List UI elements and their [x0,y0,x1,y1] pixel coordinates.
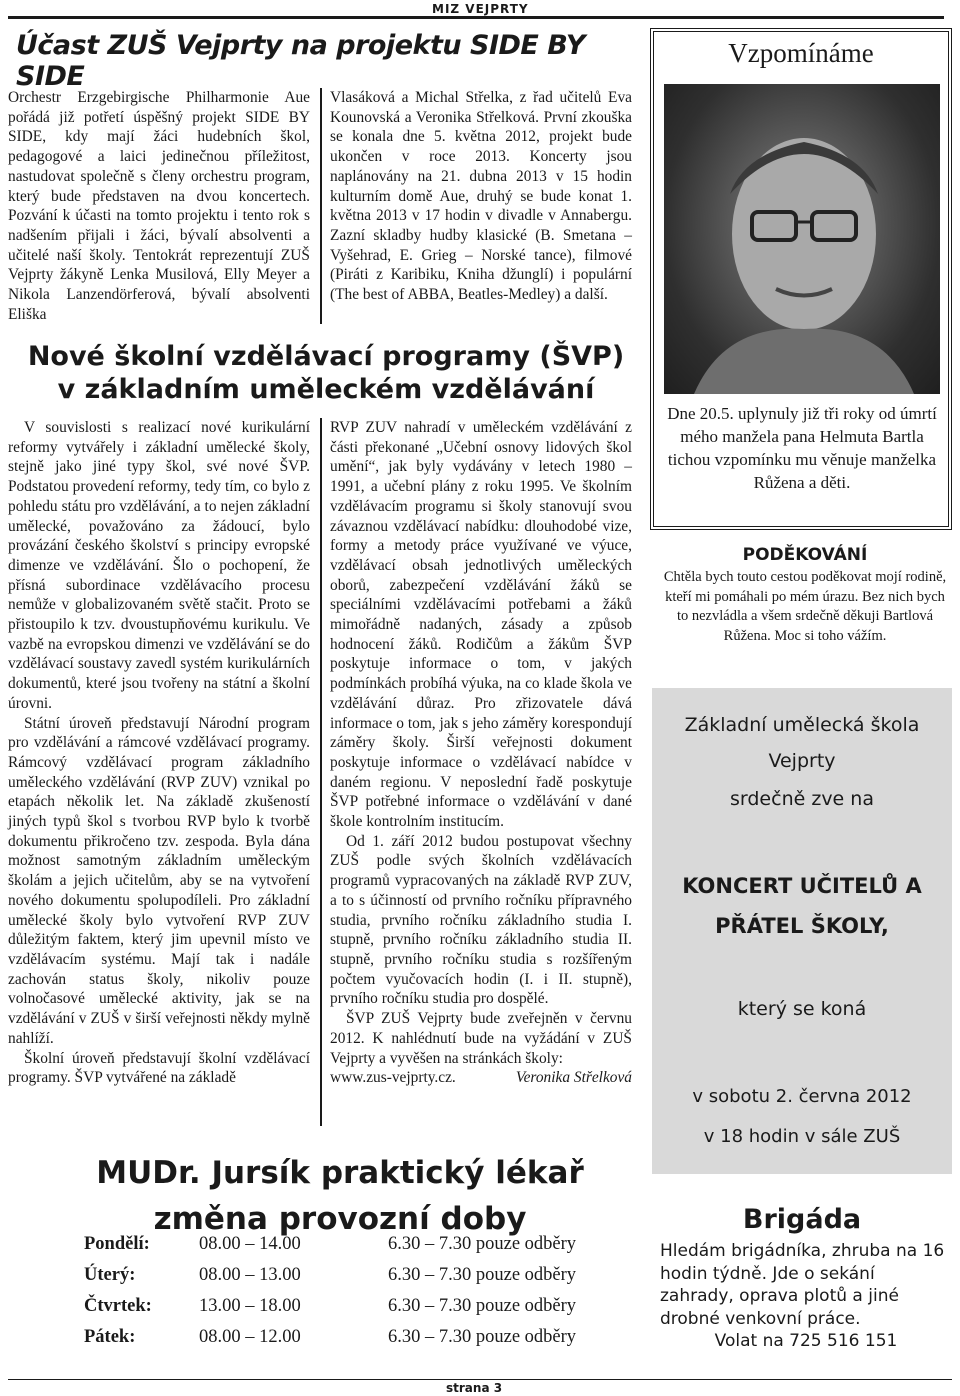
section-header: MIZ VEJPRTY [432,2,529,16]
hours-extra: 6.30 – 7.30 pouze odběry [388,1327,577,1347]
hours-day: Pátek: [84,1327,136,1347]
article2-signature [330,1068,632,1088]
hours-time: 08.00 – 12.00 [199,1327,301,1347]
article2-right-p3: ŠVP ZUŠ Vejprty bude zveřejněn v červnu 2012. K nahlédnutí bude na vyžádání v ZUŠ Vejprty a vyvěšen na stránkách školy: [330,1010,632,1067]
article2-right-p1: RVP ZUV nahradí v uměleckém vzdělávání z části překonané „Učební osnovy lidových škol umění“, jak byly vydávány v letech 1980 – 1991, a učební plány z roku 1995. Ve školním vzdělávacím programu si školy stanovují svou závaznou vzdělávací nabídku: dlouhodobé vize, formy a metody práce využívané ve výuce, vzdělávací obsah jednotlivých uměleckých oborů, zabezpečení vzdělávání žáků se speciálními vzdělávacími potřebami a žáků mimořádně nadaných, zásady a způsob hodnocení žáků. Rodičům a žákům ŠVP poskytuje informace o tom, v jakých podmínkách probíhá výuka, na co klade škola ve vzdělávání důraz. Pro zřizovatele dává informace o tom, jak s jeho záměry korespondují záměry školy. Širší veřejnosti dokument poskytuje informace o vzdělávací nabídce v daném regionu. V neposlední řadě poskytuje ŠVP potřebné informace o vzdělávání v dané škole kontrolním institucím. [330,419,632,831]
doctor-title [40,1150,640,1242]
article1-left-p1: Orchestr Erzgebirgische Philharmonie Aue pořádá již potřetí úspěšný projekt SIDE BY SIDE, kdy mají žáci hudebních škol, pedagogové a laici jedinečnou příležitost, nastudovat společně s členy orchestru program, který bude představen na dvou koncertech. Pozvání k účasti na tomto projektu i tento rok s nadšením přijali i žáci, bývalí absolventi a učitelé naší školy. Tentokrát reprezentují ZUŠ Vejprty žákyně Lenka Musilová, Elly Meyer a Nikola Lanzendörferová, bývalí absolventi Eliška [8,89,310,323]
article1-title: Účast ZUŠ Vejprty na projektu SIDE BY SIDE [16,30,585,92]
poster-friends: PŘÁTEL ŠKOLY, [715,914,889,938]
article2-left-p1: V souvislosti s realizací nové kurikulární reformy vytvářely i základní umělecké školy, stejně jako jiné typy škol, své nové ŠVP. Podstatou provedení reformy, tedy tím, co bylo z pohledu státu pro vzdělávání, a to nejen základní umělecké, považováno za žádoucí, bylo provázání českého školství s principy evropské dimenze ve vzdělávání. Šlo o pochopení, že přísná subordinace vzdělávacího procesu nemůže v globalizovaném světě stačit. Proto se přistoupilo k tzv. dvoustupňovému kurikulu. Ve vazbě na evropskou dimenzi ve vzdělávání se do vzdělávací soustavy zavedl systém kurikulárních dokumentů, které jsou tvořeny na státní a školní úrovni. [8,419,310,712]
hours-time: 08.00 – 13.00 [199,1265,301,1285]
memorial-title: Vzpomínáme [728,38,874,68]
doctor-title-line1: MUDr. Jursík praktický lékař [96,1155,584,1191]
job-title: Brigáda [742,1204,862,1235]
poster-held: který se koná [737,998,867,1020]
memorial-portrait-photo [664,84,940,394]
article2-title [16,340,636,406]
article2-left-p2: Státní úroveň představují Národní program pro vzdělávání a rámcové vzdělávací programy. Rámcový vzdělávací program základního uměleckého vzdělávání (RVP ZUV) vznikal po etapách několik let. Na základě zkušeností jiných typů škol s tvorbou RVP bylo k tvorbě dokumentu přikročeno tzv. zespoda. Byla dána možnost samotným základním uměleckým školám a jejich učitelům, aby se na vytvoření nového dokumentu spolupodíleli. Pro základní umělecké školy bylo vytvoření RVP ZUV důležitým faktem, který jim upevnil místo ve vzdělávacím systému. Mají tak i nadále zachován status školy, nikoliv pouze volnočasové umělecké aktivity, jak se na vzdělávání v ZUŠ v širší veřejnosti někdy mylně nahlíží. [8,714,310,1047]
column-divider [320,88,322,324]
office-hours-table [84,1234,624,1358]
column-divider [320,418,322,1126]
footer-rule [8,1379,952,1380]
doctor-title-line2: změna provozní doby [153,1201,527,1237]
job-text-block [660,1240,952,1353]
hours-row [84,1296,624,1327]
page-number: strana 3 [446,1381,503,1395]
article1-right-p1: Vlasáková a Michal Střelka, z řad učitelů Eva Kounovská a Veronika Střelková. První zkouška se konala dne 5. května 2012, projekt bude ukončen v roce 2013. Koncerty jsou naplánovány na 21. dubna 2013 v 15 hodin kulturním domě Aue, druhý se bude konat 1. května 2013 v 17 hodin v divadle v Annabergu. Zazní skladby hudby klasické (B. Smetana – Vyšehrad, E. Grieg – Norské tance), filmové (Piráti z Karibiku, Kniha džunglí) i populární (The best of ABBA, Beatles-Medley) a další. [330,89,632,304]
article2-title-line1: Nové školní vzdělávací programy (ŠVP) [27,341,625,372]
hours-row [84,1234,624,1265]
article2-left-p3: Školní úroveň představují školní vzdělávací programy. ŠVP vytvářené na základě [8,1049,310,1087]
article1-col-right [330,88,632,305]
hours-extra: 6.30 – 7.30 pouze odběry [388,1234,577,1254]
thanks-text: Chtěla bych touto cestou poděkovat mojí rodině, kteří mi pomáhali po mém úrazu. Bez nich bych to nezvládla a všem srdečně děkuji Bartlová Růžena. Moc si toho vážím. [663,569,947,644]
hours-day: Čtvrtek: [84,1296,152,1316]
portrait-image [664,84,940,394]
hours-extra: 6.30 – 7.30 pouze odběry [388,1296,577,1316]
article2-right-p2: Od 1. září 2012 budou postupovat všechny ZUŠ podle svých školních vzdělávacích programů vypracovaných na základě RVP ZUV, a to s účinností od prvního ročníku přípravného studia, prvního ročníku základního studia I. stupně, prvního ročníku základního studia II. stupně, prvního ročníku studia s rozšířeným počtem vyučovacích hodin (I. i II. stupně), prvního ročníku studia pro dospělé. [330,832,632,1008]
job-text: Hledám brigádníka, zhruba na 16 hodin týdně. Jde o sekání zahrady, oprava plotů a jiné drobné venkovní práce. [660,1241,945,1329]
school-website-link[interactable]: www.zus-vejprty.cz. [330,1069,456,1087]
article2-author: Veronika Střelková [515,1069,632,1087]
job-contact: Volat na 725 516 151 [714,1331,898,1351]
article2-col-right [330,418,632,1088]
poster-school: Základní umělecká škola [684,714,920,736]
poster-invite: srdečně zve na [730,788,874,810]
article2-col-left [8,418,310,1088]
poster-time-place: v 18 hodin v sále ZUŠ [703,1126,901,1147]
hours-day: Úterý: [84,1265,136,1285]
poster-town: Vejprty [768,750,836,772]
poster-date: v sobotu 2. června 2012 [692,1086,912,1107]
hours-extra: 6.30 – 7.30 pouze odběry [388,1265,577,1285]
thanks-title: PODĚKOVÁNÍ [742,545,868,565]
hours-time: 08.00 – 14.00 [199,1234,301,1254]
article2-title-line2: v základním uměleckém vzdělávání [57,374,595,405]
poster-concert: KONCERT UČITELŮ A [682,874,922,898]
hours-row [84,1265,624,1296]
memorial-text: Dne 20.5. uplynuly již tři roky od úmrtí mého manžela pana Helmuta Bartla tichou vzpomínku mu věnuje manželka Růžena a děti. [667,404,937,492]
hours-row [84,1327,624,1358]
concert-poster [652,688,952,1174]
hours-time: 13.00 – 18.00 [199,1296,301,1316]
header-rule [8,16,944,19]
hours-day: Pondělí: [84,1234,150,1254]
article1-col-left [8,88,310,324]
